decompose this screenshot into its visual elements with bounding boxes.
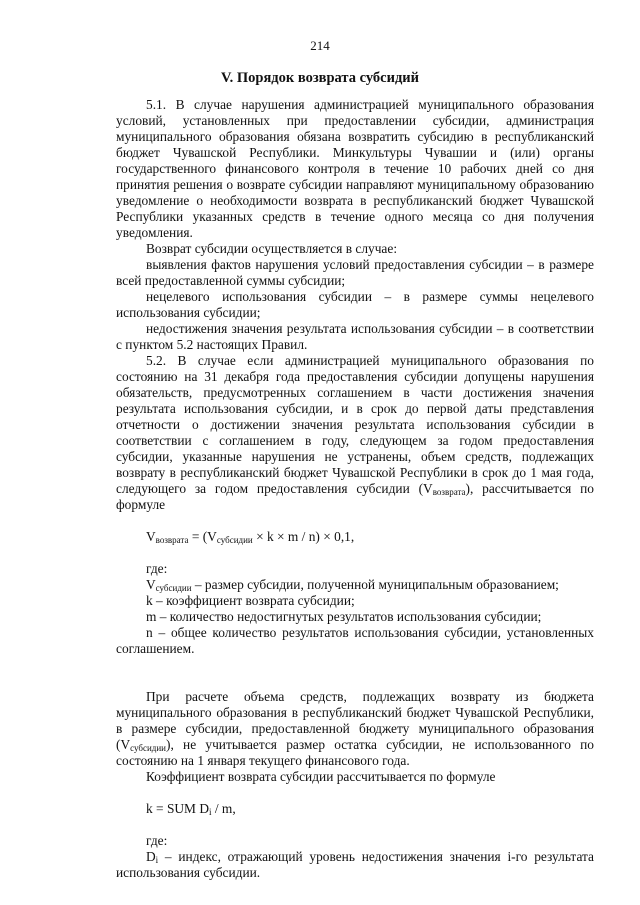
section-title: V. Порядок возврата субсидий	[221, 70, 419, 86]
formula-return-volume: $V_{возврата} = (V_{субсидии} \times k \times m / n) \times 0,1$,	[146, 529, 355, 545]
formula-coefficient: k = SUM $D_i$ / m,	[146, 801, 236, 817]
paragraph-calculation-note: При расчете объема средств, подлежащих возврату из бюджета муниципального образования в республиканский бюджет Чувашской Республики, в размере субсидии, предоставленной бюджету муниципального образования $(V_{субсидии})$, не учитывается размер остатка субсидии, не использованного по состоянию на 1 января текущего финансового года.	[116, 689, 594, 768]
paragraph-5-2: 5.2. В случае если администрацией муниципального образования по состоянию на 31 декабря года предоставления субсидии допущены нарушения обязательств, предусмотренных соглашением в части достижения значения результата использования субсидии, и в срок до первой даты представления отчетности о достижении значения результата использования субсидии в соответствии с соглашением в году, следующем за годом предоставления субсидии, указанные нарушения не устранены, объем средств, подлежащих возврату в республиканский бюджет Чувашской Республики в срок до 1 мая года, следующего за годом предоставления субсидии $(V_{возврата})$, рассчитывается по формуле	[116, 353, 595, 512]
paragraph-case-nonachievement: недостижения значения результата использования субсидии – в соответствии с пунктом 5.2 настоящих Правил.	[116, 321, 594, 352]
paragraph-case-misuse: нецелевого использования субсидии – в размере суммы нецелевого использования субсидии;	[116, 289, 594, 320]
paragraph-case-violation: выявления фактов нарушения условий предоставления субсидии – в размере всей предоставленной суммы субсидии;	[116, 257, 594, 288]
spacer	[116, 673, 594, 689]
paragraph-coefficient-intro: Коэффициент возврата субсидии рассчитывается по формуле	[146, 769, 496, 784]
definition-k: k – коэффициент возврата субсидии;	[146, 593, 355, 608]
paragraph-return-cases: Возврат субсидии осуществляется в случае:	[146, 241, 398, 256]
definition-v-subsidy: $V_{субсидии}$ – размер субсидии, полученной муниципальным образованием;	[146, 577, 559, 593]
spacer	[116, 657, 594, 673]
where-label-2: где:	[146, 833, 168, 848]
definition-di: $D_i$ – индекс, отражающий уровень недостижения значения i-го результата использования субсидии.	[116, 849, 594, 880]
definition-n: n – общее количество результатов использования субсидии, установленных соглашением.	[116, 625, 594, 656]
where-label-1: где:	[146, 561, 168, 576]
definition-m: m – количество недостигнутых результатов использования субсидии;	[146, 609, 542, 624]
page-number: 214	[310, 38, 330, 53]
paragraph-5-1: 5.1. В случае нарушения администрацией муниципального образования условий, установленных при предоставлении субсидии, администрация муниципального образования обязана возвратить субсидию в республиканский бюджет Чувашской Республики. Минкультуры Чувашии и (или) органы государственного финансового контроля в течение 10 рабочих дней со дня принятия решения о возврате субсидии направляют муниципальному образованию уведомление о необходимости возврата в республиканский бюджет Чувашской Республики указанных средств в течение одного месяца со дня получения уведомления.	[116, 97, 594, 240]
document-body	[116, 97, 594, 881]
